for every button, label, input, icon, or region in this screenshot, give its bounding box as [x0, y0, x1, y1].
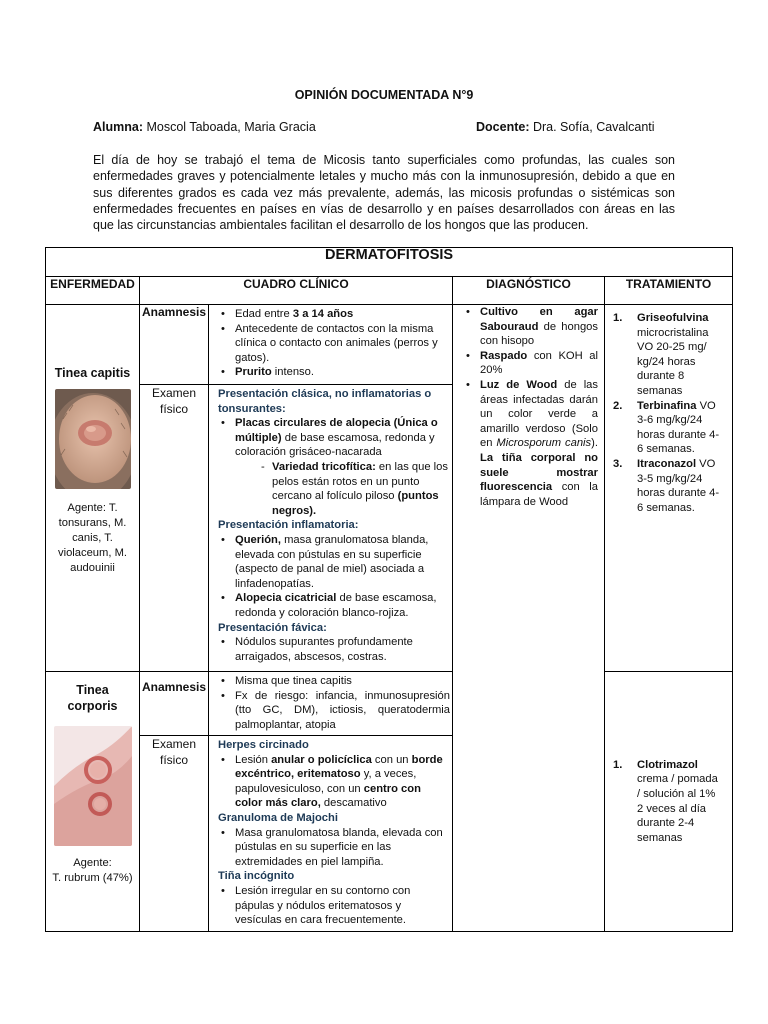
document-title: OPINIÓN DOCUMENTADA N°9 [294, 88, 474, 102]
list-item: • Querión, masa granulomatosa blanda, elevada con pústulas en su superficie (aspecto de panal de miel) asociada a linfadenopatías. [218, 533, 450, 591]
section-heading: Presentación fávica: [218, 621, 327, 634]
list-item: • Alopecia cicatricial de base escamosa, redonda y coloración blanco-rojiza. [218, 591, 450, 620]
diagnosis-item: • Raspado con KOH al 20% [463, 349, 598, 378]
corporis-anamnesis [209, 672, 453, 736]
scalp-photo [55, 389, 131, 489]
disease-name: Tinea corporis [67, 683, 118, 713]
exam-label: Examen físico [140, 736, 209, 932]
list-item: • Lesión irregular en su contorno con pápulas y nódulos eritematosos y vesículas en cara frecuentemente. [218, 884, 450, 928]
section-heading: Granuloma de Majochi [218, 811, 338, 824]
disease-name: Tinea capitis [54, 366, 131, 380]
anamnesis-label: Anamnesis [140, 305, 209, 385]
corporis-exam [209, 736, 453, 932]
corporis-treatment [605, 672, 733, 932]
list-item: • Prurito intenso. [218, 365, 450, 380]
capitis-treatment [605, 305, 733, 672]
treatment-item: 1. Griseofulvina microcristalina VO 20-25 mg/ kg/24 horas durante 8 semanas [613, 312, 709, 397]
dermatofitosis-table [45, 247, 733, 932]
section-heading: Tiña incógnito [218, 870, 295, 883]
agent-text: T. rubrum (47%) [52, 872, 133, 884]
diagnosis-cell [453, 305, 605, 932]
diagnosis-item: • Cultivo en agar Sabouraud de hongos con hisopo [463, 305, 598, 349]
header-diagnostico: DIAGNÓSTICO [453, 277, 605, 305]
treatment-item: 2. Terbinafina VO 3-6 mg/kg/24 horas durante 4-6 semanas. [613, 399, 720, 456]
capitis-anamnesis [209, 305, 453, 385]
header-enfermedad: ENFERMEDAD [46, 277, 140, 305]
teacher: Docente: Dra. Sofía, Cavalcanti [476, 120, 655, 134]
disease-tinea-corporis [46, 672, 140, 932]
intro-paragraph: El día de hoy se trabajó el tema de Micosis tanto superficiales como profundas, las cuales son enfermedades graves y potencialmente letales y mucho más con la inmunosupresión, debido a que en sus diferentes grados es cada vez más prevalente, además, las micosis profundas o sistémicas son enfermedades frecuentes en países en vías de desarrollo y en países desarrollados con áreas en las que las circunstancias ambientales facilitan el desarrollo de los hongos que las producen. [93, 153, 675, 233]
disease-tinea-capitis [46, 305, 140, 672]
treatment-item: 3. Itraconazol VO 3-5 mg/kg/24 horas durante 4-6 semanas. [613, 457, 720, 514]
diagnosis-item: • Luz de Wood de las áreas infectadas darán un color verde a amarillo verdoso (Solo en Microsporum canis). La tiña corporal no suele mostrar fluorescencia con la lámpara de Wood [463, 378, 598, 509]
section-heading: Herpes circinado [218, 739, 309, 751]
anamnesis-label: Anamnesis [140, 672, 209, 736]
list-item: • Edad entre 3 a 14 años [218, 307, 450, 322]
meta-row [93, 120, 656, 134]
section-heading: Presentación inflamatoria: [218, 519, 359, 532]
student: Alumna: Moscol Taboada, Maria Gracia [93, 120, 316, 134]
header-tratamiento: TRATAMIENTO [605, 277, 733, 305]
capitis-exam [209, 385, 453, 672]
table-title: DERMATOFITOSIS [46, 248, 733, 277]
exam-label: Examen físico [140, 385, 209, 672]
agent-text: Agente: T. tonsurans, M. canis, T. violaceum, M. audouinii [57, 502, 127, 574]
treatment-item: 1. Clotrimazol crema / pomada / solución al 1% 2 veces al día durante 2-4 semanas [613, 758, 718, 844]
list-item: • Nódulos supurantes profundamente arraigados, abscesos, costras. [218, 635, 450, 664]
list-item: • Lesión anular o policíclica con un borde excéntrico, eritematoso y, a veces, papulovesiculoso, con un centro con color más claro, descamativo [218, 753, 450, 811]
list-item: • Placas circulares de alopecia (Única o múltiple) de base escamosa, redonda y coloración grisáceo-nacarada - Variedad tricofítica: en las que los pelos están rotos en un punto cercano al folículo piloso (puntos negros). [218, 416, 450, 518]
list-item: • Masa granulomatosa blanda, elevada con pústulas en su superficie en las extremidades en piel lampiña. [218, 826, 450, 870]
list-item: • Fx de riesgo: infancia, inmunosupresión (tto GC, DM), ictiosis, queratodermia palmoplantar, atopia [218, 689, 450, 733]
header-cuadro-clinico: CUADRO CLÍNICO [140, 277, 453, 305]
skin-lesion-photo [54, 726, 132, 846]
list-item: • Misma que tinea capitis [218, 674, 450, 689]
section-heading: Presentación clásica, no inflamatorias o tonsurantes: [218, 388, 432, 415]
agent-label: Agente: [73, 857, 112, 869]
list-item: • Antecedente de contactos con la misma clínica o contacto con animales (perros y gatos). [218, 322, 450, 366]
list-subitem: - Variedad tricofítica: en las que los pelos están rotos en un punto cercano al folículo piloso (puntos negros). [259, 460, 450, 518]
